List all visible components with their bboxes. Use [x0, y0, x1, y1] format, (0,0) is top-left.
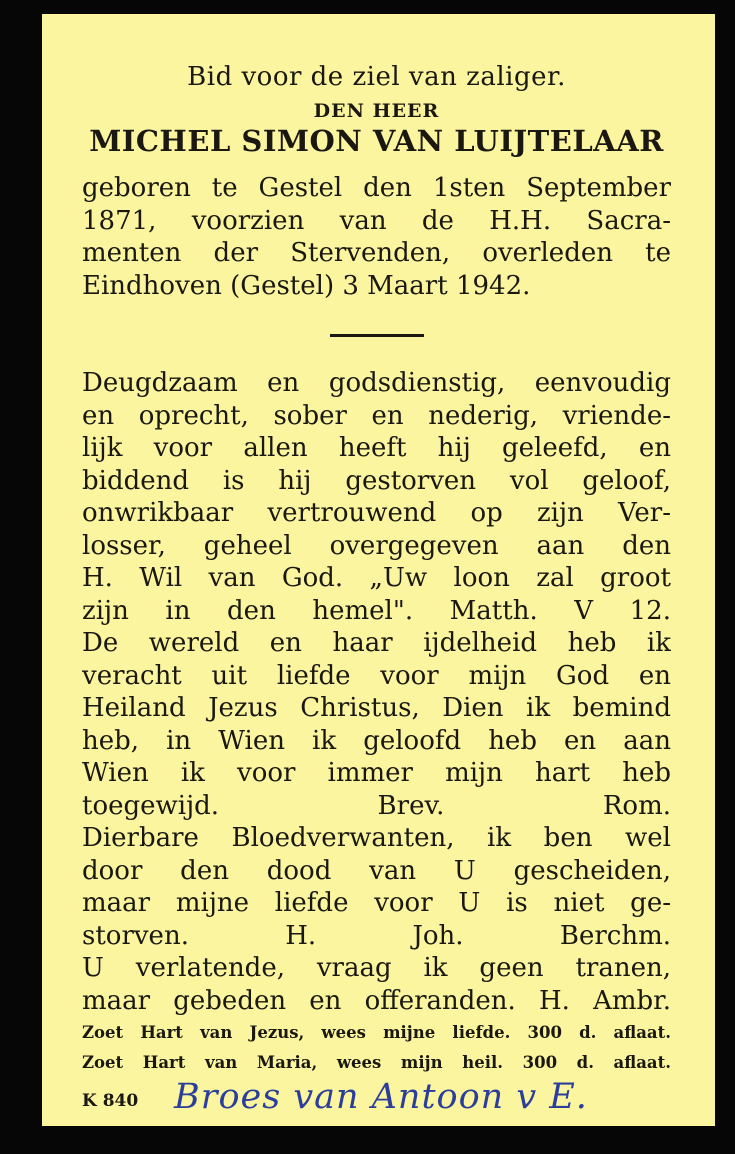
- text-line: veracht uit liefde voor mijn God en: [82, 660, 671, 691]
- prayer-line: Zoet Hart van Jezus, wees mijne liefde. 300 d. aflaat.: [82, 1023, 671, 1042]
- honorific-title: DEN HEER: [313, 100, 440, 122]
- text-line: biddend is hij gestorven vol geloof,: [82, 465, 671, 496]
- text-line: onwrikbaar vertrouwend op zijn Ver-: [82, 498, 671, 528]
- biography-line: Eindhoven (Gestel) 3 Maart 1942.: [82, 270, 531, 301]
- text-line: Deugdzaam en godsdienstig, eenvoudig: [82, 368, 671, 398]
- text-line: door den dood van U gescheiden,: [82, 855, 671, 886]
- deceased-name: MICHEL SIMON VAN LUIJTELAAR: [89, 124, 664, 158]
- text-line: storven. H. Joh. Berchm.: [82, 920, 671, 951]
- biography-line: menten der Stervenden, overleden te: [82, 238, 671, 268]
- card-code: K 840: [82, 1091, 139, 1111]
- footer: [82, 1077, 671, 1125]
- text-line: maar mijne liefde voor U is niet ge-: [82, 888, 671, 918]
- divider: [330, 334, 424, 337]
- text-line: maar gebeden en offeranden. H. Ambr.: [82, 985, 671, 1016]
- text-line: Heiland Jezus Christus, Dien ik bemind: [82, 693, 671, 723]
- text-line: toegewijd. Brev. Rom.: [82, 790, 671, 821]
- text-line: heb, in Wien ik geloofd heb en aan: [82, 725, 671, 756]
- text-line: H. Wil van God. „Uw loon zal groot: [82, 563, 671, 593]
- text-line: De wereld en haar ijdelheid heb ik: [82, 628, 671, 658]
- biography: [82, 172, 671, 302]
- biography-line: geboren te Gestel den 1sten September: [82, 173, 671, 203]
- handwritten-note: Broes van Antoon v E.: [174, 1077, 588, 1117]
- text-line: Dierbare Bloedverwanten, ik ben wel: [82, 823, 671, 853]
- biography-line: 1871, voorzien van de H.H. Sacra-: [82, 205, 671, 236]
- text-line: losser, geheel overgegeven aan den: [82, 530, 671, 561]
- prayer-line: Zoet Hart van Maria, wees mijn heil. 300 d. aflaat.: [82, 1053, 671, 1072]
- text-line: zijn in den hemel". Matth. V 12.: [82, 595, 671, 626]
- text-line: en oprecht, sober en nederig, vriende-: [82, 400, 671, 431]
- opening-line: Bid voor de ziel van zaliger.: [187, 62, 566, 92]
- memorial-text: [82, 367, 671, 1017]
- text-line: lijk voor allen heeft hij geleefd, en: [82, 433, 671, 463]
- memorial-card: [42, 14, 715, 1126]
- text-line: U verlatende, vraag ik geen tranen,: [82, 953, 671, 983]
- text-line: Wien ik voor immer mijn hart heb: [82, 758, 671, 788]
